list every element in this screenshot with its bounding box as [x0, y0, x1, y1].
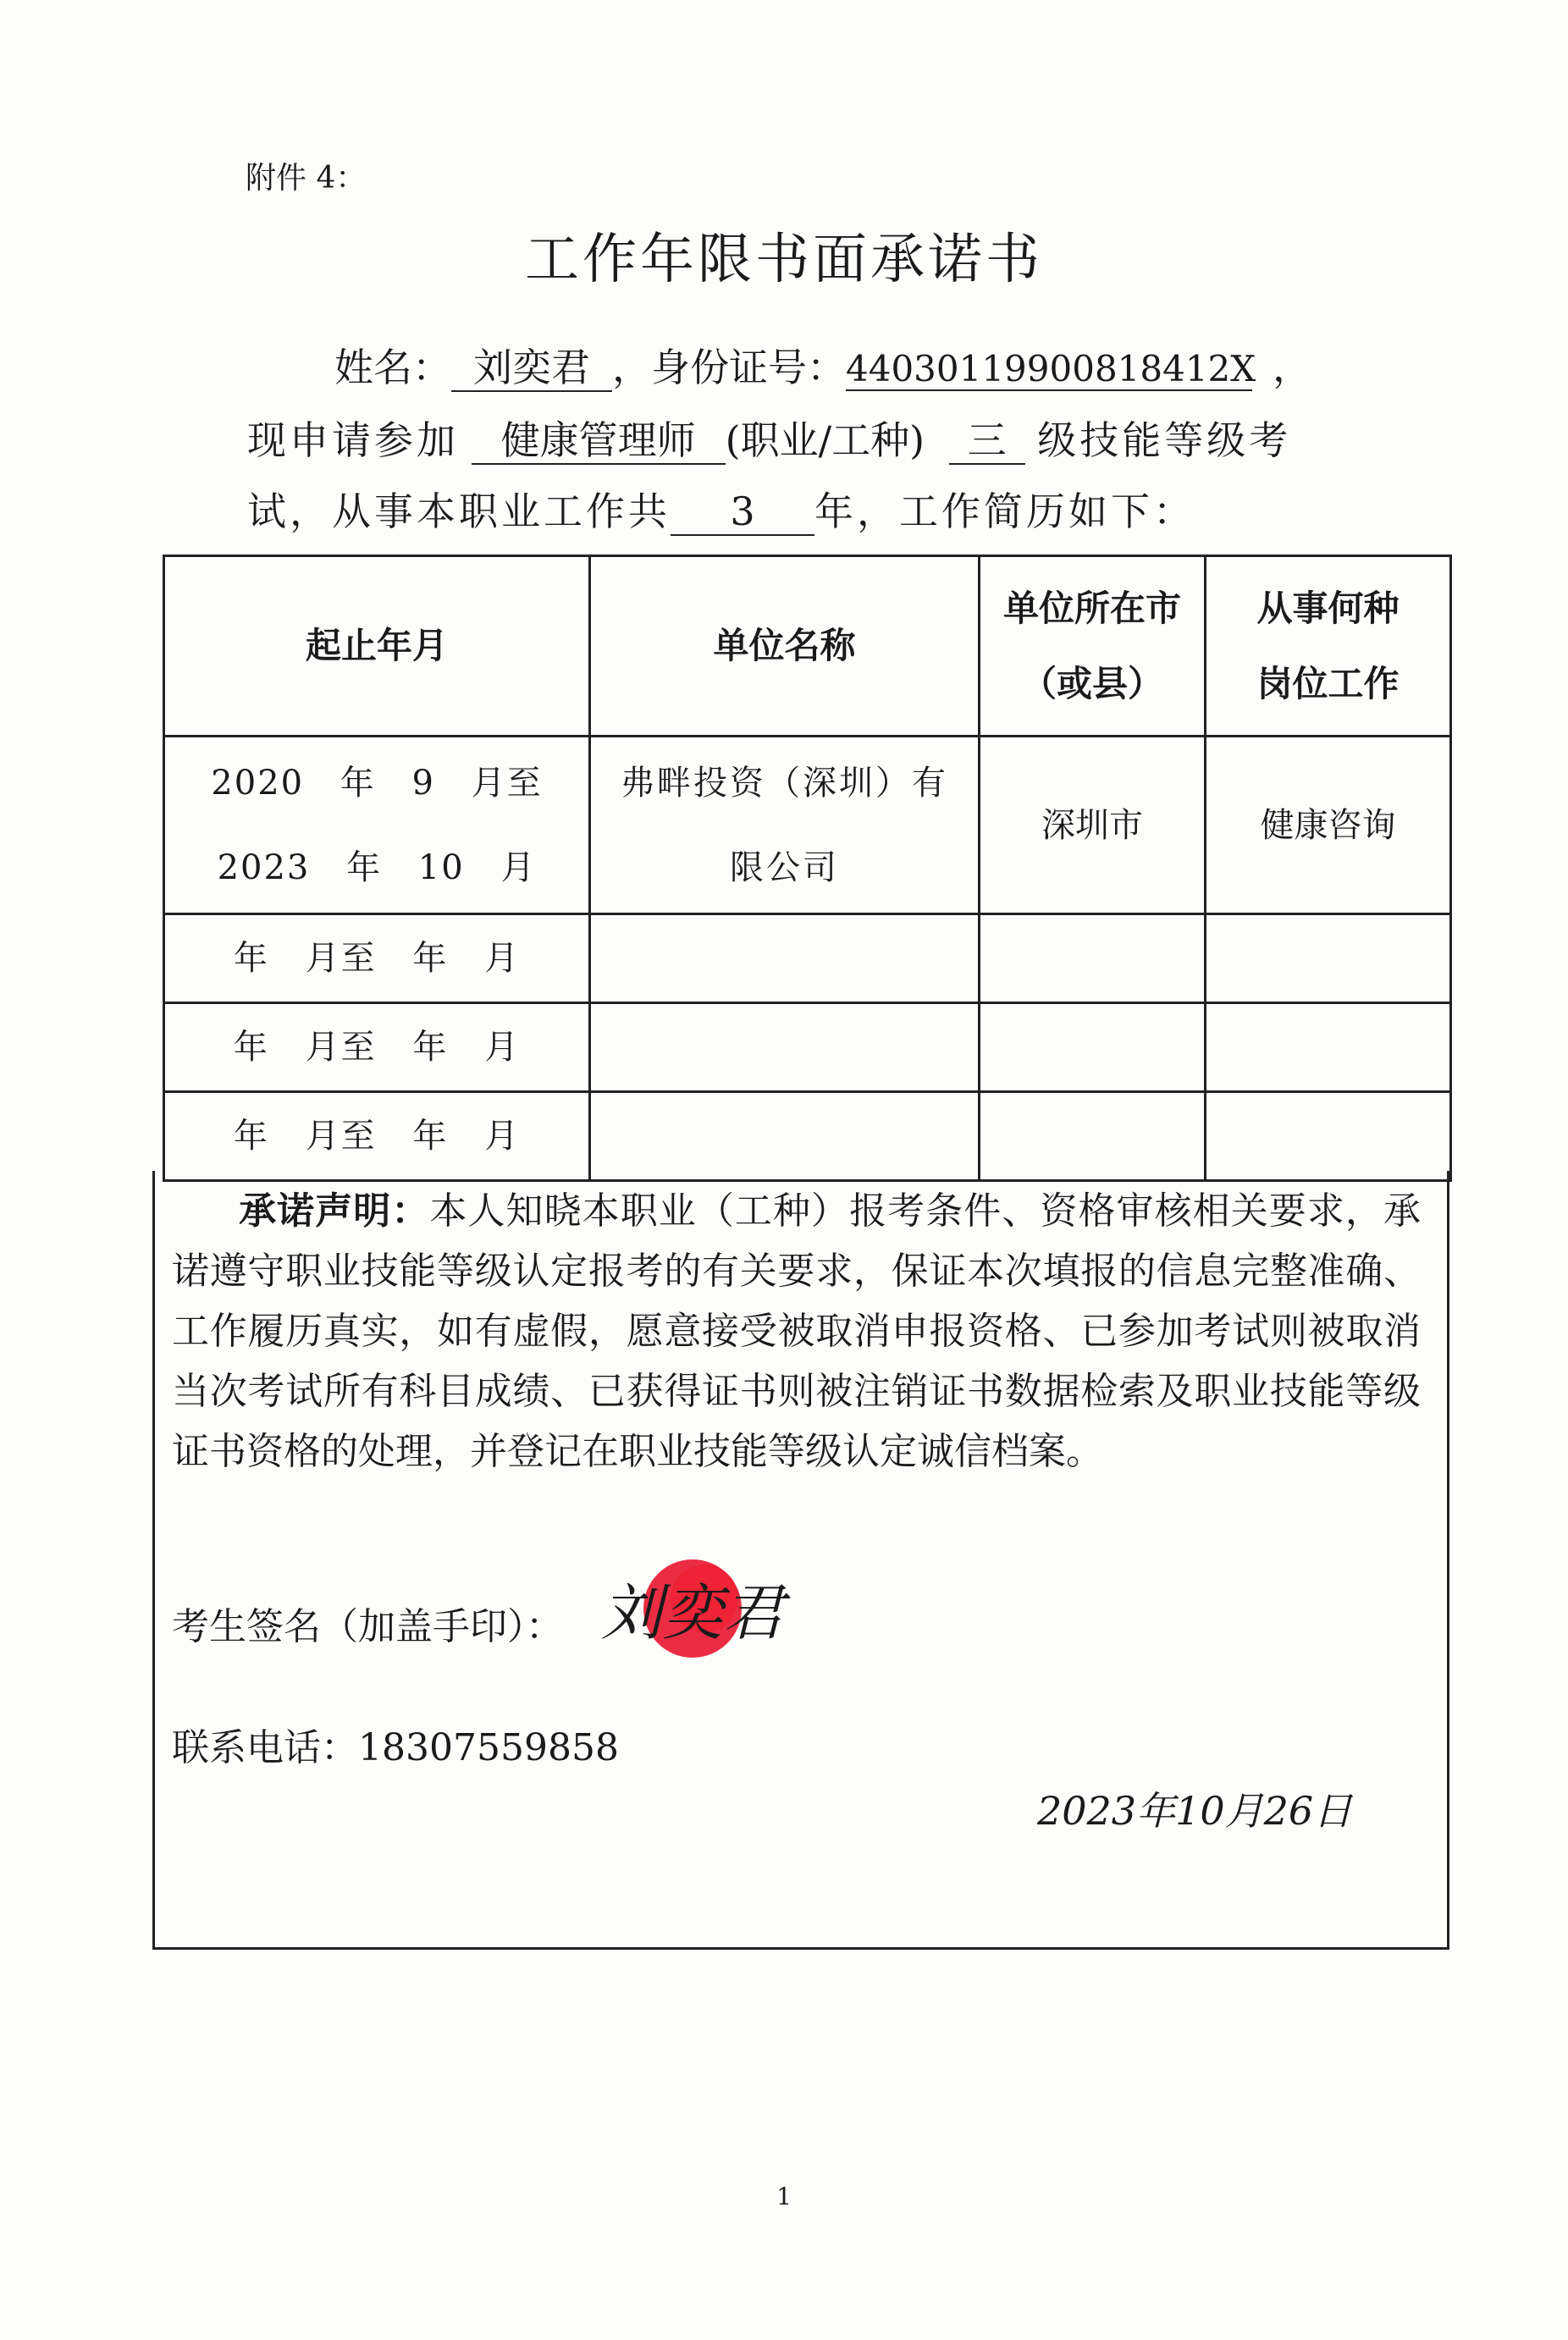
phone-label: 联系电话： — [172, 1726, 358, 1769]
intro-line-3 — [247, 481, 1195, 537]
id-suffix: ， — [1273, 345, 1311, 390]
city-cell — [980, 914, 1206, 1003]
id-number-field: 44030119900818412X — [846, 349, 1252, 391]
handwritten-signature: 刘奕君 — [601, 1577, 785, 1648]
header-position — [1206, 556, 1451, 737]
position-cell: 健康咨询 — [1206, 737, 1451, 914]
signature-line — [172, 1596, 563, 1650]
period-line1: 2020 年 9 月至 — [211, 763, 543, 803]
unit-cell — [590, 737, 980, 914]
fingerprint-signature-image — [593, 1549, 813, 1668]
declaration-text — [172, 1181, 1421, 1482]
position-cell — [1206, 1003, 1451, 1092]
unit-line1: 弗畔投资（深圳）有 — [621, 763, 948, 803]
declaration-body: 本人知晓本职业（工种）报考条件、资格审核相关要求，承诺遵守职业技能等级认定报考的有关要求，保证本次填报的信息完整准确、工作履历真实，如有虚假，愿意接受被取消申报资格、已参加考试则被取消当次考试所有科目成绩、已获得证书则被注销证书数据检索及职业技能等级证书资格的处理，并登记在职业技能等级认定诚信档案。 — [172, 1189, 1422, 1473]
unit-cell — [590, 914, 980, 1003]
unit-cell — [590, 1003, 980, 1092]
signature-label: 考生签名（加盖手印）： — [172, 1605, 563, 1648]
city-cell — [980, 1003, 1206, 1092]
period-cell: 年 月至 年 月 — [164, 914, 590, 1003]
level-field: 三 — [949, 418, 1025, 465]
table-row — [164, 1092, 1451, 1181]
header-city — [980, 556, 1206, 737]
period-cell — [164, 737, 590, 914]
years-field: 3 — [671, 489, 814, 536]
occupation-field: 健康管理师 — [472, 418, 726, 465]
table-row — [164, 914, 1451, 1003]
table-header-row — [164, 556, 1451, 737]
work-history-table — [163, 555, 1452, 1182]
phone-number: 18307559858 — [358, 1726, 619, 1769]
exam-prefix: 试，从事本职业工作共 — [247, 488, 671, 534]
years-suffix: 年，工作简历如下： — [814, 488, 1195, 534]
handwritten-date: 2023年10月26日 — [1037, 1788, 1353, 1834]
name-prefix: 姓名： — [334, 345, 451, 390]
city-cell — [980, 1092, 1206, 1181]
header-period: 起止年月 — [164, 556, 590, 737]
table-row — [164, 737, 1451, 914]
header-city-line2: （或县） — [1020, 663, 1163, 704]
attachment-label: 附件 4： — [246, 161, 367, 196]
unit-cell — [590, 1092, 980, 1181]
city-cell: 深圳市 — [980, 737, 1206, 914]
period-line2: 2023 年 10 月 — [217, 847, 537, 887]
name-field: 刘奕君 — [451, 345, 612, 392]
phone-line — [172, 1717, 619, 1771]
page-number: 1 — [776, 2183, 792, 2210]
header-position-line1: 从事何种 — [1256, 587, 1400, 629]
intro-line-1 — [334, 337, 1311, 393]
table-row — [164, 1003, 1451, 1092]
position-cell — [1206, 914, 1451, 1003]
header-unit: 单位名称 — [590, 556, 980, 737]
occupation-suffix: (职业/工种) — [725, 417, 925, 463]
intro-line-2 — [247, 410, 1291, 466]
position-cell — [1206, 1092, 1451, 1181]
header-position-line2: 岗位工作 — [1256, 663, 1400, 704]
document-title: 工作年限书面承诺书 — [525, 229, 1043, 291]
level-suffix: 级技能等级考 — [1037, 417, 1292, 463]
apply-prefix: 现申请参加 — [247, 417, 459, 463]
declaration-label: 承诺声明： — [238, 1189, 430, 1233]
header-city-line1: 单位所在市 — [1002, 587, 1181, 629]
unit-line2: 限公司 — [730, 847, 839, 887]
id-prefix: ，身份证号： — [612, 345, 846, 390]
period-cell: 年 月至 年 月 — [164, 1092, 590, 1181]
period-cell: 年 月至 年 月 — [164, 1003, 590, 1092]
